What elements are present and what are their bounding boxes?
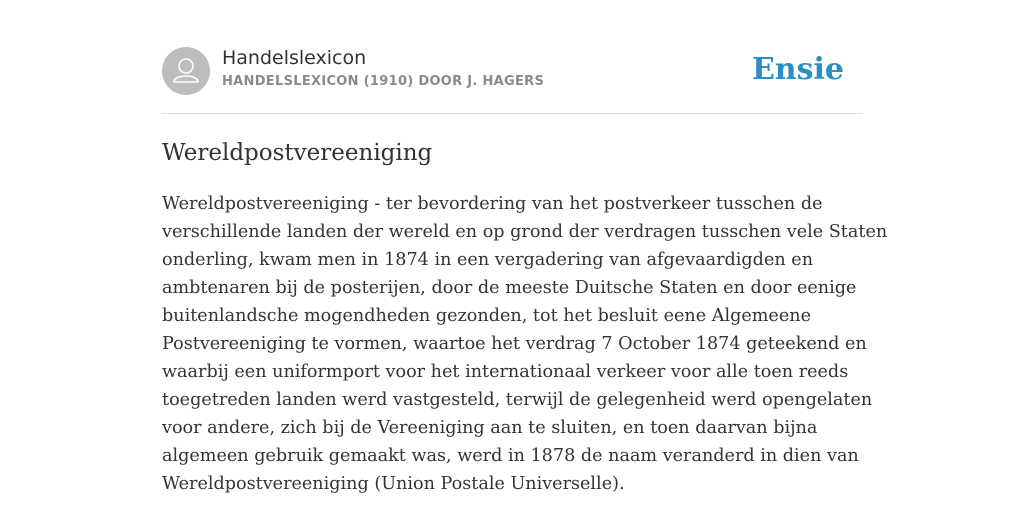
article-line: Postvereeniging te vormen, waartoe het verdrag 7 October 1874 geteekend en [162,334,867,354]
article-line: onderling, kwam men in 1874 in een vergadering van afgevaardigden en [162,250,814,270]
header [162,46,862,96]
article-line: buitenlandsche mogendheden gezonden, tot het besluit eene Algemeene [162,306,812,326]
article-line: waarbij een uniformport voor het internationaal verkeer voor alle toen reeds [162,362,849,382]
avatar[interactable] [162,47,210,95]
article-body [162,190,888,498]
article-line: toegetreden landen werd vastgesteld, terwijl de gelegenheid werd opengelaten [162,390,873,410]
article-line: Wereldpostvereeniging (Union Postale Universelle). [162,474,625,494]
article-line: verschillende landen der wereld en op grond der verdragen tusschen vele Staten [162,222,888,242]
article-title: Wereldpostvereeniging [162,140,433,166]
article-line: ambtenaren bij de posterijen, door de meeste Duitsche Staten en door eenige [162,278,857,298]
source-title[interactable]: Handelslexicon [222,47,367,69]
divider [162,113,862,114]
user-icon [162,47,210,95]
article-line: voor andere, zich bij de Vereeniging aan te sluiten, en toen daarvan bijna [162,418,818,438]
article-line: Wereldpostvereeniging - ter bevordering van het postverkeer tusschen de [162,194,823,214]
source-subtitle: HANDELSLEXICON (1910) DOOR J. HAGERS [222,74,545,89]
brand-logo[interactable]: Ensie [751,52,844,87]
article-line: algemeen gebruik gemaakt was, werd in 1878 de naam veranderd in dien van [162,446,859,466]
